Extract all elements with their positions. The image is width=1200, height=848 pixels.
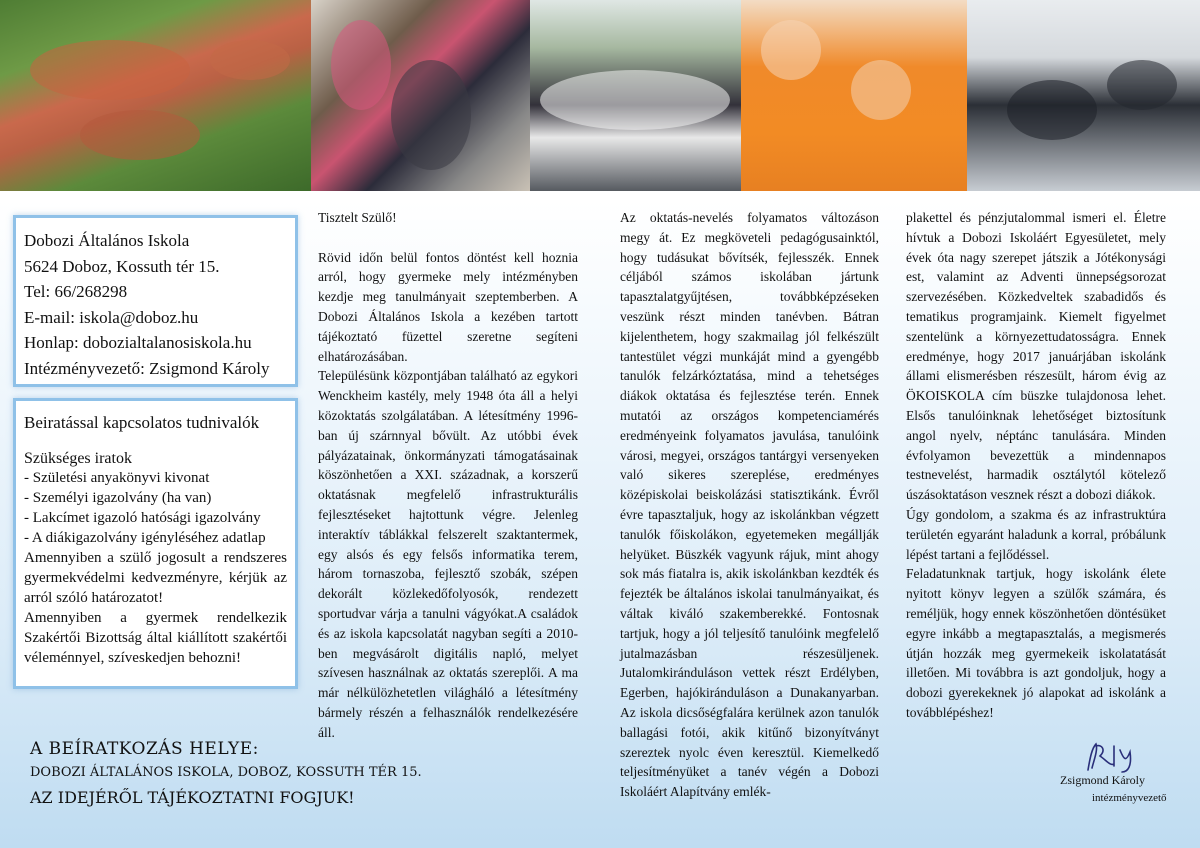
school-name: Dobozi Általános Iskola xyxy=(24,231,190,250)
letter-column-1 xyxy=(318,208,578,743)
letter-column-3 xyxy=(906,208,1166,723)
place-address: DOBOZI ÁLTALÁNOS ISKOLA, DOBOZ, KOSSUTH TÉR 15. xyxy=(30,765,422,780)
enrollment-note-2: Amennyiben a gyermek rendelkezik Szakértői Bizottság által kiállított szakértői véleménnyel, szíveskedjen behozni! xyxy=(24,610,287,666)
address: 5624 Doboz, Kossuth tér 15. xyxy=(24,256,220,276)
website: Honlap: dobozialtalanosiskola.hu xyxy=(24,333,252,353)
email: E-mail: iskola@doboz.hu xyxy=(24,307,199,327)
school-aerial-photo xyxy=(0,0,311,191)
letter-paragraph: Feladatunknak tartjuk, hogy iskolánk élete nyitott könyv legyen a szülők számára, és reméljük, hogy ennek köszönhetően döntésüket egyre inkább a megtapasztalás, a megismerés útján hozzák meg gyermekeik iskolatatását illetően. Mi továbbra is azt gondoljuk, hogy a dobozi gyerekeknek jó alapokat ad iskolánk a továbblépéshez! xyxy=(906,566,1166,720)
enrollment-title: Beiratással kapcsolatos tudnivalók xyxy=(24,413,260,432)
photo-strip xyxy=(0,0,1200,191)
signature-name: Zsigmond Károly xyxy=(1060,773,1145,787)
enrollment-box xyxy=(13,398,298,689)
letter-paragraph: Úgy gondolom, a szakma és az infrastruktúra területén egyaránt haladunk a korral, próbálunk lépést tartani a fejlődéssel. xyxy=(906,506,1166,562)
head-of-school: Intézményvezető: Zsigmond Károly xyxy=(24,358,270,378)
enrollment-place xyxy=(30,737,590,811)
place-heading: A BEÍRATKOZÁS HELYE: xyxy=(30,739,259,759)
contact-box xyxy=(13,215,298,387)
phone: Tel: 66/268298 xyxy=(24,282,128,302)
enrollment-note-1: Amennyiben a szülő jogosult a rendszeres gyermekvédelmi kedvezményre, kérjük az arról szóló határozatot! xyxy=(24,550,287,606)
required-doc-item: - Lakcímet igazoló hatósági igazolvány xyxy=(24,510,261,526)
letter-column-2 xyxy=(620,208,879,802)
required-docs-title: Szükséges iratok xyxy=(24,450,132,467)
students-orange-shirts-photo xyxy=(741,0,967,191)
school-ceremony-photo xyxy=(530,0,741,191)
letter-paragraph: Településünk központjában található az egykori Wenckheim kastély, mely 1948 óta áll a helyi közoktatás szolgálatában. A létesítmény 1996-ban új szárnnyal bővült. Az utóbbi évek pályázatainak, önkormányzati támogatásainak köszönhetően a XXI. századnak, a korszerű oktatásnak megfelelő infrastrukturális fejlesztéseket hajtottunk végre. Jelenleg interaktív táblákkal felszerelt szaktantermek, egy alsós és egy felsős informatika terem, három tornaszoba, fejlesztő szobák, szépen dekorált közlekedőfolyosók, rendezett sportudvar várja a tanulni vágyókat.A családok és az iskola kapcsolatát nagyban segíti a 2010-ben megvásárolt digitális napló, melyet szívesen használnak az oktatás szereplői. A ma már nélkülözhetetlen világháló a létesítmény bármely részén a felhasználók rendelkezésére áll. xyxy=(318,368,578,740)
place-note: AZ IDEJÉRŐL TÁJÉKOZTATNI FOGJUK! xyxy=(30,788,355,807)
greeting: Tisztelt Szülő! xyxy=(318,210,397,225)
signature-role: intézményvezető xyxy=(1092,792,1167,804)
required-doc-item: - Személyi igazolvány (ha van) xyxy=(24,490,212,506)
letter-paragraph: Az oktatás-nevelés folyamatos változáson megy át. Ez megköveteli pedagógusainktól, hogy tudásukat bővítsék, fejlesszék. Ennek céljából számos iskolában jártunk tapasztalatgyűjtésen, továbbképzéseken veszünk részt minden tanévben. Bátran kijelenthetem, hogy szakmailag jól felkészült tantestület végzi munkáját mind a gyengébb tanulók felzárkóztatása, mind a tehetséges diákok oktatása és fejlesztése terén. Ennek mutatói az országos kompetenciamérés eredményeink folyamatos javulása, tanulóink városi, megyei, országos tantárgyi versenyeken való sikeres szereplése, eredményes középiskolai beiskolázási statisztikánk. Évről évre tapasztaljuk, hogy az iskolánkban végzett tanulók főiskolákon, egyetemeken megállják helyüket. Büszkék vagyunk rájuk, mint ahogy sok más fiatalra is, akik iskolánkban kezdték és fejezték be általános iskolai tanulmányaikat, és váltak kiváló szakemberekké. Fontosnak tartjuk, hogy a jól teljesítő tanulóink megfelelő jutalmazásban részesüljenek. Jutalomkiránduláson vettek részt Erdélyben, Egerben, hajókiránduláson a Dunakanyarban. Az iskola dicsőségfalára kerülnek azon tanulók ballagási fotói, akik kitűnő bizonyítványt szereztek nyolc éven keresztül. Kiemelkedő teljesítményüket a tanév végén a Dobozi Iskoláért Alapítvány emlék- xyxy=(620,210,879,800)
required-doc-item: - A diákigazolvány igényléséhez adatlap xyxy=(24,530,266,546)
handwritten-signature xyxy=(1080,740,1150,774)
classroom-teacher-photo xyxy=(311,0,530,191)
letter-paragraph: Rövid időn belül fontos döntést kell hoznia arról, hogy gyermeke mely intézményben kezdje meg tanulmányait szeptemberben. A Dobozi Általános Iskola a kezében tartott tájékoztató füzettel szeretne segíteni elhatározásában. xyxy=(318,249,578,364)
required-doc-item: - Születési anyakönyvi kivonat xyxy=(24,470,210,486)
computer-lab-photo xyxy=(967,0,1200,191)
letter-paragraph: plakettel és pénzjutalommal ismeri el. Életre hívtuk a Dobozi Iskoláért Egyesületet, mely évek óta nagy szerepet játszik a Jótékonysági est, valamint az Adventi ünnepségsorozat szervezésében. Közkedveltek szabadidős és tematikus programjaink. Kiemelt figyelmet szentelünk a környezettudatosságra. Ennek eredménye, hogy 2017 januárjában iskolánk állami elismerésben részesült, három évig az ÖKOISKOLA cím büszke tulajdonosa lehet. Elsős tanulóinknak lehetőséget biztosítunk angol nyelv, néptánc tanulására. Minden évfolyamon bevezettük a mindennapos testnevelést, harmadik osztálytól kötelező úszásoktatáson vesznek részt a dobozi diákok. xyxy=(906,210,1166,503)
